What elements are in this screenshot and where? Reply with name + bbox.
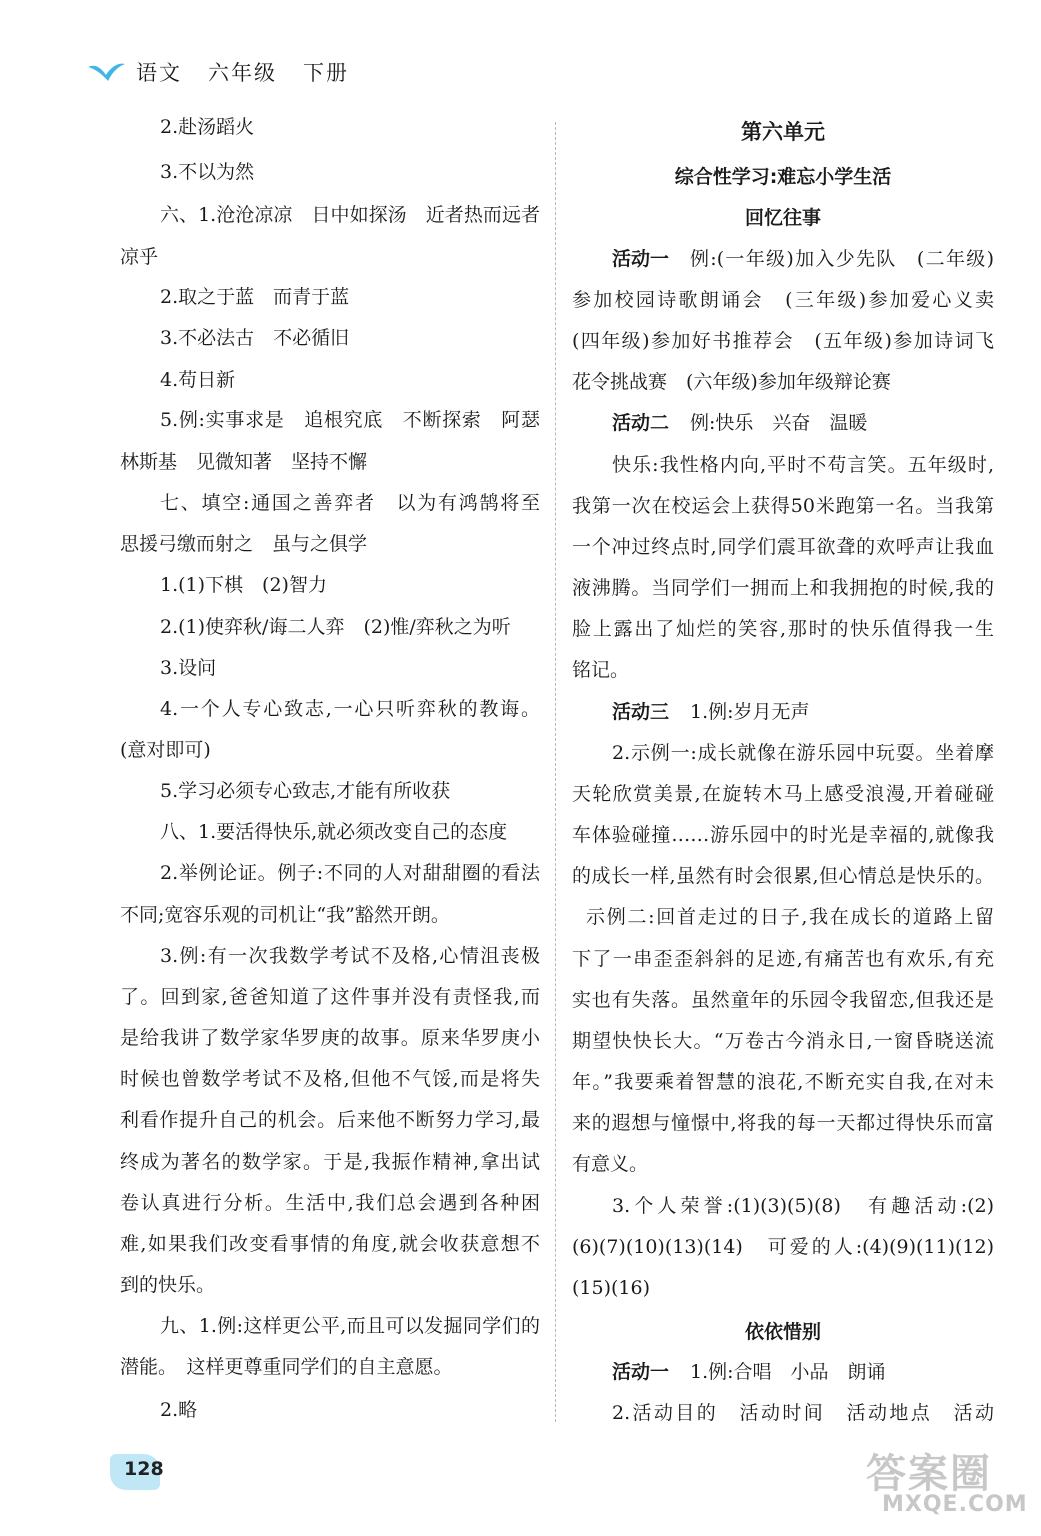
answer-line: 3.不以为然 <box>160 161 255 183</box>
answer-line: 参加校园诗歌朗诵会 (三年级)参加爱心义卖 <box>572 289 994 311</box>
subsection-title: 依依惜别 <box>744 1321 821 1343</box>
answer-line: 不同;宽容乐观的司机让“我”豁然开朗。 <box>120 904 450 926</box>
answer-line: 七、填空:通国之善弈者 以为有鸿鹄将至 <box>160 492 540 514</box>
answer-line: 5.学习必须专心致志,才能有所收获 <box>160 780 451 802</box>
page-number <box>110 1450 172 1496</box>
activity-label: 活动二 <box>612 412 670 434</box>
header-grade: 六年级 <box>208 61 277 85</box>
answer-line: 3.不必法古 不必循旧 <box>160 327 350 349</box>
answer-line: 卷认真进行分析。生活中,我们总会遇到各种困 <box>120 1192 540 1214</box>
answer-line: 花令挑战赛 (六年级)参加年级辩论赛 <box>572 371 891 393</box>
activity-label: 活动三 <box>612 701 670 723</box>
header-subject: 语文 <box>136 61 182 85</box>
answer-line: (6)(7)(10)(13)(14) 可爱的人:(4)(9)(11)(12) <box>572 1236 994 1258</box>
answer-line: 1.(1)下棋 (2)智力 <box>160 574 327 596</box>
unit-title: 第六单元 <box>741 120 825 144</box>
answer-line: 2.示例一:成长就像在游乐园中玩耍。坐着摩 <box>612 742 994 764</box>
answer-line: 快乐:我性格内向,平时不苟言笑。五年级时, <box>612 454 994 476</box>
answer-line: (15)(16) <box>572 1277 651 1299</box>
answer-line: 林斯基 见微知著 坚持不懈 <box>120 451 368 473</box>
answer-line: 4.苟日新 <box>160 369 236 391</box>
answer-line: 潜能。 这样更尊重同学们的自主意愿。 <box>120 1356 453 1378</box>
answer-line: 2.活动目的 活动时间 活动地点 活动 <box>612 1402 994 1424</box>
answer-line: 我第一次在校运会上获得50米跑第一名。当我第 <box>572 495 994 517</box>
answer-line: 六、1.沧沧凉凉 日中如探汤 近者热而远者 <box>160 204 540 226</box>
answer-line: 脸上露出了灿烂的笑容,那时的快乐值得我一生 <box>572 618 994 640</box>
page-header <box>86 52 375 92</box>
answer-line: 2.(1)使弈秋/诲二人弈 (2)惟/弈秋之为听 <box>160 616 511 638</box>
column-divider <box>555 122 556 1422</box>
answer-line: 5.例:实事求是 追根究底 不断探索 阿瑟 <box>160 409 540 431</box>
bird-logo-icon <box>86 59 126 85</box>
watermark-brand: 答案圈 <box>866 1451 992 1497</box>
section-title: 综合性学习:难忘小学生活 <box>674 166 892 188</box>
answer-line: 一个冲过终点时,同学们震耳欲聋的欢呼声让我血 <box>572 536 994 558</box>
answer-line: 八、1.要活得快乐,就必须改变自己的态度 <box>160 821 508 843</box>
answer-line: 九、1.例:这样更公平,而且可以发掘同学们的 <box>160 1315 540 1337</box>
answer-line: 1.例:岁月无声 <box>690 701 810 723</box>
answer-line: (四年级)参加好书推荐会 (五年级)参加诗词飞 <box>572 330 994 352</box>
answer-line: 4.一个人专心致志,一心只听弈秋的教诲。 <box>160 698 540 720</box>
answer-line: 3.设问 <box>160 657 217 679</box>
answer-line: 铭记。 <box>572 659 630 681</box>
answer-line: 思援弓缴而射之 虽与之俱学 <box>120 533 368 555</box>
activity-label: 活动一 <box>612 248 670 270</box>
answer-line: (意对即可) <box>120 739 211 761</box>
answer-line: 示例二:回首走过的日子,我在成长的道路上留 <box>586 906 994 928</box>
answer-line: 下了一串歪歪斜斜的足迹,有痛苦也有欢乐,有充 <box>572 948 994 970</box>
answer-line: 了。回到家,爸爸知道了这件事并没有责怪我,而 <box>120 986 540 1008</box>
answer-line: 2.赴汤蹈火 <box>160 116 255 138</box>
page-number-text: 128 <box>124 1458 164 1480</box>
answer-line: 液沸腾。当同学们一拥而上和我拥抱的时候,我的 <box>572 577 994 599</box>
answer-line: 时候也曾数学考试不及格,但他不气馁,而是将失 <box>120 1068 540 1090</box>
answer-line: 来的遐想与憧憬中,将我的每一天都过得快乐而富 <box>572 1112 994 1134</box>
answer-line: 车体验碰撞……游乐园中的时光是幸福的,就像我 <box>572 824 994 846</box>
answer-line: 利看作提升自己的机会。后来他不断努力学习,最 <box>120 1109 540 1131</box>
answer-line: 1.例:合唱 小品 朗诵 <box>690 1361 886 1383</box>
answer-line: 的成长一样,虽然有时会很累,但心情总是快乐的。 <box>572 865 994 887</box>
watermark <box>862 1442 1028 1528</box>
watermark-site: MXQE.COM <box>882 1492 1028 1517</box>
answer-line: 2.取之于蓝 而青于蓝 <box>160 286 350 308</box>
answer-line: 年。”我要乘着智慧的浪花,不断充实自我,在对未 <box>572 1071 994 1093</box>
answer-line: 是给我讲了数学家华罗庚的故事。原来华罗庚小 <box>120 1027 540 1049</box>
answer-line: 例:快乐 兴奋 温暖 <box>690 412 868 434</box>
answer-line: 2.略 <box>160 1399 198 1421</box>
header-title <box>136 57 375 87</box>
answer-line: 实也有失落。虽然童年的乐园令我留恋,但我还是 <box>572 989 994 1011</box>
answer-line: 期望快快长大。“万卷古今消永日,一窗昏晓送流 <box>572 1030 994 1052</box>
answer-line: 终成为著名的数学家。于是,我振作精神,拿出试 <box>120 1151 540 1173</box>
answer-line: 凉乎 <box>120 246 159 268</box>
header-volume: 下册 <box>303 61 349 85</box>
answer-line: 3.个人荣誉:(1)(3)(5)(8) 有趣活动:(2) <box>612 1195 994 1217</box>
answer-line: 到的快乐。 <box>120 1274 216 1296</box>
answer-line: 2.举例论证。例子:不同的人对甜甜圈的看法 <box>160 862 540 884</box>
answer-line: 3.例:有一次我数学考试不及格,心情沮丧极 <box>160 945 540 967</box>
answer-line: 有意义。 <box>572 1153 649 1175</box>
answer-line: 天轮欣赏美景,在旋转木马上感受浪漫,开着碰碰 <box>572 783 994 805</box>
answer-line: 难,如果我们改变看事情的角度,就会收获意想不 <box>120 1233 540 1255</box>
answer-line: 例:(一年级)加入少先队 (二年级) <box>690 248 994 270</box>
subsection-title: 回忆往事 <box>744 207 821 229</box>
activity-label: 活动一 <box>612 1361 670 1383</box>
